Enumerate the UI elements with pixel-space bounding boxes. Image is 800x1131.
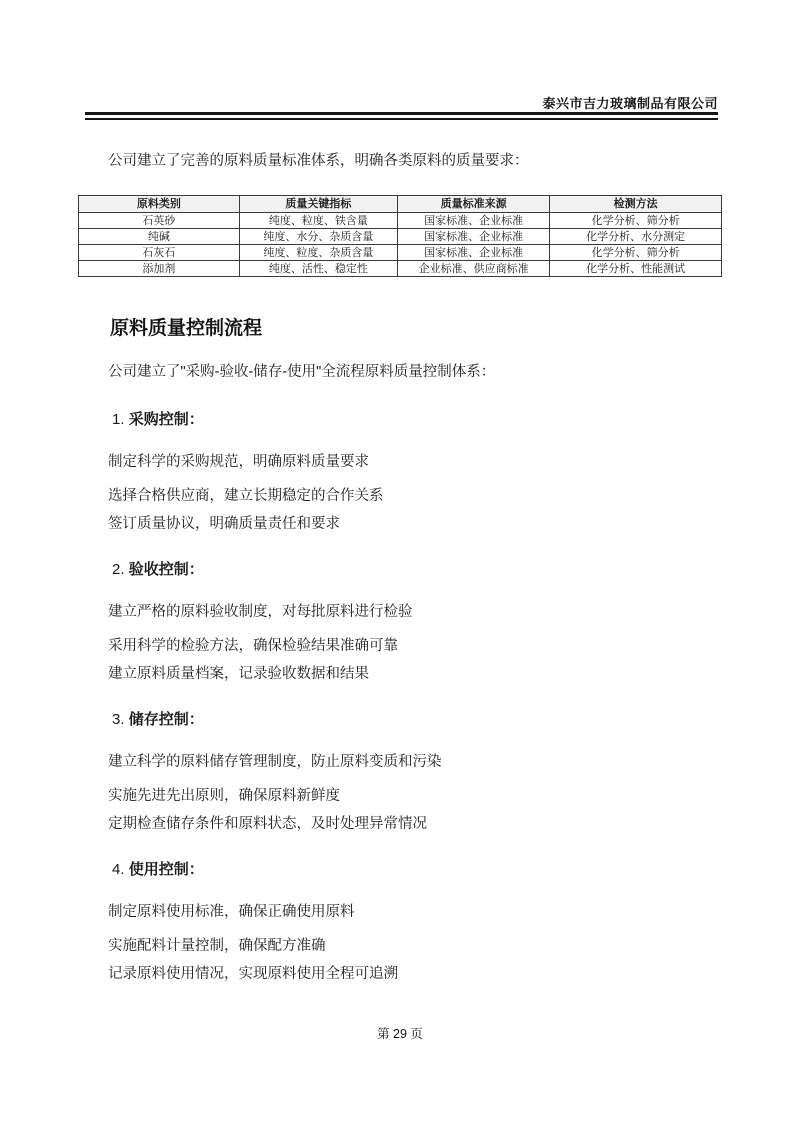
table-cell: 纯度、粒度、杂质含量 (239, 245, 397, 261)
section-title: 原料质量控制流程 (110, 318, 263, 339)
subsection-4 (108, 860, 723, 984)
table-cell: 化学分析、筛分析 (550, 245, 722, 261)
subsection-line: 采用科学的检验方法，确保检验结果准确可靠 (108, 638, 398, 654)
table-header-cell: 质量标准来源 (397, 196, 549, 213)
table-head (79, 196, 722, 213)
table-header-cell: 原料类别 (79, 196, 240, 213)
table-cell: 化学分析、筛分析 (550, 213, 722, 229)
subsection-title: 储存控制： (128, 711, 204, 728)
table-row (79, 229, 722, 245)
materials-quality-table (78, 195, 722, 277)
table-row (79, 261, 722, 277)
table-header-cell: 质量关键指标 (239, 196, 397, 213)
subsection-line: 建立原料质量档案，记录验收数据和结果 (108, 666, 369, 682)
table-cell: 国家标准、企业标准 (397, 245, 549, 261)
table-cell: 化学分析、水分测定 (550, 229, 722, 245)
section-intro-paragraph: 公司建立了"采购-验收-储存-使用"全流程原料质量控制体系： (108, 364, 496, 380)
header-rule (85, 112, 718, 120)
table-cell: 石英砂 (79, 213, 240, 229)
subsection-title: 采购控制： (128, 411, 204, 428)
subsection-line: 制定科学的采购规范，明确原料质量要求 (108, 454, 369, 470)
table-cell: 国家标准、企业标准 (397, 229, 549, 245)
subsection-line: 签订质量协议，明确质量责任和要求 (108, 516, 340, 532)
subsection-line: 实施先进先出原则，确保原料新鲜度 (108, 788, 340, 804)
subsection-title: 验收控制： (128, 561, 204, 578)
table-cell: 添加剂 (79, 261, 240, 277)
subsection-2 (108, 560, 723, 684)
subsection-heading (108, 410, 723, 430)
subsection-line: 制定原料使用标准，确保正确使用原料 (108, 904, 355, 920)
subsection-line: 选择合格供应商，建立长期稳定的合作关系 (108, 488, 384, 504)
subsection-line: 建立科学的原料储存管理制度，防止原料变质和污染 (108, 754, 442, 770)
materials-table-wrap (78, 195, 722, 277)
subsection-heading (108, 560, 723, 580)
header-company-name: 泰兴市吉力玻璃制品有限公司 (542, 96, 718, 111)
table-cell: 国家标准、企业标准 (397, 213, 549, 229)
page-number: 第 29 页 (377, 1027, 423, 1041)
table-body (79, 213, 722, 277)
subsection-title: 使用控制： (128, 861, 204, 878)
table-row (79, 213, 722, 229)
table-cell: 纯度、粒度、铁含量 (239, 213, 397, 229)
table-cell: 化学分析、性能测试 (550, 261, 722, 277)
table-cell: 纯碱 (79, 229, 240, 245)
subsection-3 (108, 710, 723, 834)
subsection-line: 记录原料使用情况，实现原料使用全程可追溯 (108, 966, 398, 982)
intro-paragraph: 公司建立了完善的原料质量标准体系，明确各类原料的质量要求： (108, 153, 529, 169)
table-header-cell: 检测方法 (550, 196, 722, 213)
subsection-line: 建立严格的原料验收制度，对每批原料进行检验 (108, 604, 413, 620)
subsection-1 (108, 410, 723, 534)
table-cell: 纯度、水分、杂质含量 (239, 229, 397, 245)
table-row (79, 245, 722, 261)
subsection-line: 实施配料计量控制，确保配方准确 (108, 938, 326, 954)
table-cell: 纯度、活性、稳定性 (239, 261, 397, 277)
subsection-heading (108, 860, 723, 880)
subsection-line: 定期检查储存条件和原料状态，及时处理异常情况 (108, 816, 427, 832)
subsection-number: 1. (112, 411, 129, 428)
subsection-number: 4. (112, 861, 129, 878)
subsection-heading (108, 710, 723, 730)
subsection-number: 2. (112, 561, 129, 578)
table-cell: 石灰石 (79, 245, 240, 261)
table-header-row (79, 196, 722, 213)
table-cell: 企业标准、供应商标准 (397, 261, 549, 277)
subsection-number: 3. (112, 711, 129, 728)
subsections-container (108, 410, 723, 1010)
